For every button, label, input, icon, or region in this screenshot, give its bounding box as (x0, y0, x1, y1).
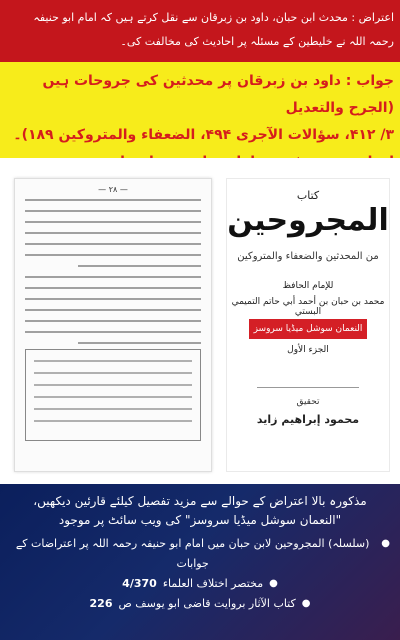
scan-page-number: — ٢٨ — (98, 185, 128, 194)
cover-subtitle: من المحدثين والضعفاء والمتروكين (237, 251, 379, 262)
reference-item (10, 594, 390, 614)
answer-line-1: جواب : داود بن زبرقان پر محدثین کی جروحات ہیں (الجرح والتعدیل (42, 73, 394, 116)
cover-imam: للإمام الحافظ (282, 281, 334, 291)
scan-cover-page (226, 178, 390, 472)
bullet-icon: ● (301, 598, 311, 609)
cover-tahqiq: تحقيق (296, 397, 320, 407)
scan-footnote-box (25, 349, 201, 441)
cover-watermark-badge: النعمان سوشل میڈیا سروسز (249, 319, 367, 339)
reference-item (10, 574, 390, 594)
reference-text: کتاب الآثار بروایت قاضی ابو یوسف ص (118, 597, 296, 610)
answer-banner (0, 62, 400, 158)
reference-text: (سلسلہ) المجروحین لابن حبان میں امام ابو حنیفہ رحمہ اللہ پر اعتراضات کے جوابات (15, 537, 370, 570)
references-panel (0, 484, 400, 640)
bullet-icon: ● (381, 538, 390, 549)
references-intro-line-2: "النعمان سوشل میڈیا سروسز" کی ویب سائٹ پر موجود (58, 513, 342, 527)
reference-item (10, 534, 390, 574)
bullet-icon: ● (269, 578, 278, 589)
reference-text: مختصر اختلاف العلماء (162, 577, 264, 590)
references-intro-line-1: مذکورہ بالا اعتراض کے حوالے سے مزید تفصیل کیلئے قارئین دیکھیں، (33, 494, 367, 508)
cover-author: محمد بن حبان بن أحمد أبي حاتم التميمي البستي (231, 297, 385, 317)
cover-volume: الجزء الأول (287, 345, 329, 355)
scan-left-page (14, 178, 212, 472)
references-list (10, 534, 390, 614)
reference-number: 4/370 (122, 577, 157, 590)
book-scan-image (0, 158, 400, 484)
objection-banner (0, 0, 400, 62)
reference-number: 226 (89, 597, 113, 610)
cover-title: المجروحين (227, 203, 389, 238)
cover-editor: محمود إبراهيم زايد (256, 413, 360, 426)
references-intro (10, 492, 390, 530)
objection-text: اعتراض : محدث ابن حبان، داود بن زبرقان سے نقل کرتے ہیں کہ امام ابو حنیفہ رحمہ اللہ نے خلیطین کے مسئلہ پر احادیث کی مخالفت کی۔ (33, 11, 394, 48)
cover-divider (257, 387, 359, 388)
answer-line-2: ۳/ ۴۱۲، سؤالات الآجری ۴۹۴، الضعفاء والمتروکین ۱۸۹)۔ (13, 127, 394, 143)
cover-kitab: كتاب (296, 189, 320, 202)
